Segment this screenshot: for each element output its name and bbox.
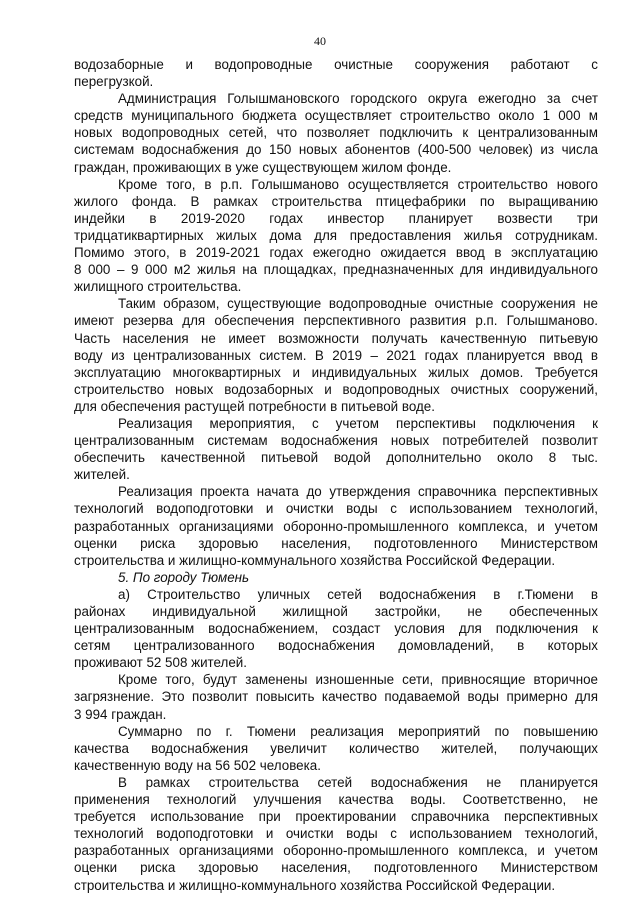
text-line: качественную воду на 56 502 человека. [74,757,321,773]
text-line: Суммарно по г. Тюмени реализация мероприятий по повышению [118,723,598,739]
text-line: средств муниципального бюджета осуществляет строительство около 1 000 м [74,108,598,124]
text-line: системам водоснабжения до 150 новых абонентов (400-500 человек) из числа [74,142,598,158]
text-line: централизованным системам водоснабжения новых потребителей позволит [74,433,598,449]
text-line: проживают 52 508 жителей. [74,655,248,671]
section-heading [74,569,598,586]
text-line: Реализация проекта начата до утверждения справочника перспективных [118,484,598,500]
paragraph [74,295,598,415]
text-line: централизованным водоснабжением, создаст условия для подключения к [74,621,598,637]
text-line: имеют резерва для обеспечения перспективного развития р.п. Голышманово. [74,313,598,329]
text-line: новых водопроводных сетей, что позволяет подключить к централизованным [74,125,598,141]
paragraph [74,90,598,175]
paragraph [74,671,598,722]
text-line: строительства и жилищно-коммунального хозяйства Российской Федерации. [74,877,556,893]
text-line: Реализация мероприятия, с учетом перспективы подключения к [118,415,598,431]
text-line: воду из централизованных систем. В 2019 – 2021 годах планируется ввод в [74,347,598,363]
paragraph [74,586,598,671]
text-line: жителей. [74,467,130,483]
text-line: В рамках строительства сетей водоснабжения не планируется [118,774,598,790]
text-line: перегрузкой. [74,74,154,90]
text-line: жилого фонда. В рамках строительства птицефабрики по выращиванию [74,193,598,209]
paragraph [74,774,598,894]
text-line: строительства и жилищно-коммунального хозяйства Российской Федерации. [74,552,556,568]
text-line: Часть населения не имеет возможности получать качественную питьевую [74,330,598,346]
text-line: Кроме того, будут заменены изношенные сети, привносящие вторичное [118,672,598,688]
text-line: тридцатиквартирных жилых дома для предоставления жилья сотрудникам. [74,227,598,243]
text-line: Помимо этого, в 2019-2021 годах ежегодно ожидается ввод в эксплуатацию [74,245,598,261]
text-line: индейки в 2019-2020 годах инвестор планирует возвести три [74,210,598,226]
text-line: Администрация Голышмановского городского округа ежегодно за счет [118,91,598,107]
text-line: эксплуатацию многоквартирных и индивидуальных жилых домов. Требуется [74,364,598,380]
text-line: разработанных организациями оборонно-промышленного комплекса, и учетом [74,518,598,534]
text-line: обеспечить качественной питьевой водой дополнительно около 8 тыс. [74,450,598,466]
text-line: Кроме того, в р.п. Голышманово осуществляется строительство нового [118,176,598,192]
text-line: 5. По городу Тюмень [118,569,250,585]
paragraph [74,415,598,483]
text-line: 3 994 граждан. [74,706,167,722]
paragraph [74,176,598,296]
text-line: а) Строительство уличных сетей водоснабжения в г.Тюмени в [118,586,598,602]
text-line: граждан, проживающих в уже существующем жилом фонде. [74,159,452,175]
text-line: требуется использование при проектировании справочника перспективных [74,809,598,825]
text-line: оценки риска здоровью населения, подготовленного Министерством [74,535,598,551]
text-line: районах индивидуальной жилищной застройки, не обеспеченных [74,604,598,619]
paragraph [74,483,598,568]
paragraph [74,723,598,774]
text-line: водозаборные и водопроводные очистные сооружения работают с [74,57,598,72]
text-line: качества водоснабжения увеличит количество жителей, получающих [74,740,598,756]
text-line: строительство новых водозаборных и водопроводных очистных сооружений, [74,381,598,397]
document-body [74,56,598,894]
text-line: технологий водоподготовки и очистки воды с использованием технологий, [74,501,598,517]
text-line: сетям централизованного водоснабжения домовладений, в которых [74,638,598,654]
text-line: Таким образом, существующие водопроводные очистные сооружения не [118,296,598,312]
text-line: разработанных организациями оборонно-промышленного комплекса, и учетом [74,843,598,859]
text-line: жилищного строительства. [74,279,242,295]
page-number: 40 [314,34,326,48]
text-line: 8 000 – 9 000 м2 жилья на площадках, предназначенных для индивидуального [74,262,598,278]
text-line: применения технологий улучшения качества воды. Соответственно, не [74,792,598,808]
text-line: оценки риска здоровью населения, подготовленного Министерством [74,860,598,876]
text-line: для обеспечения растущей потребности в питьевой воде. [74,398,435,414]
text-line: технологий водоподготовки и очистки воды с использованием технологий, [74,826,598,842]
paragraph [74,56,598,90]
text-line: загрязнение. Это позволит повысить качество подаваемой воды примерно для [74,689,598,705]
